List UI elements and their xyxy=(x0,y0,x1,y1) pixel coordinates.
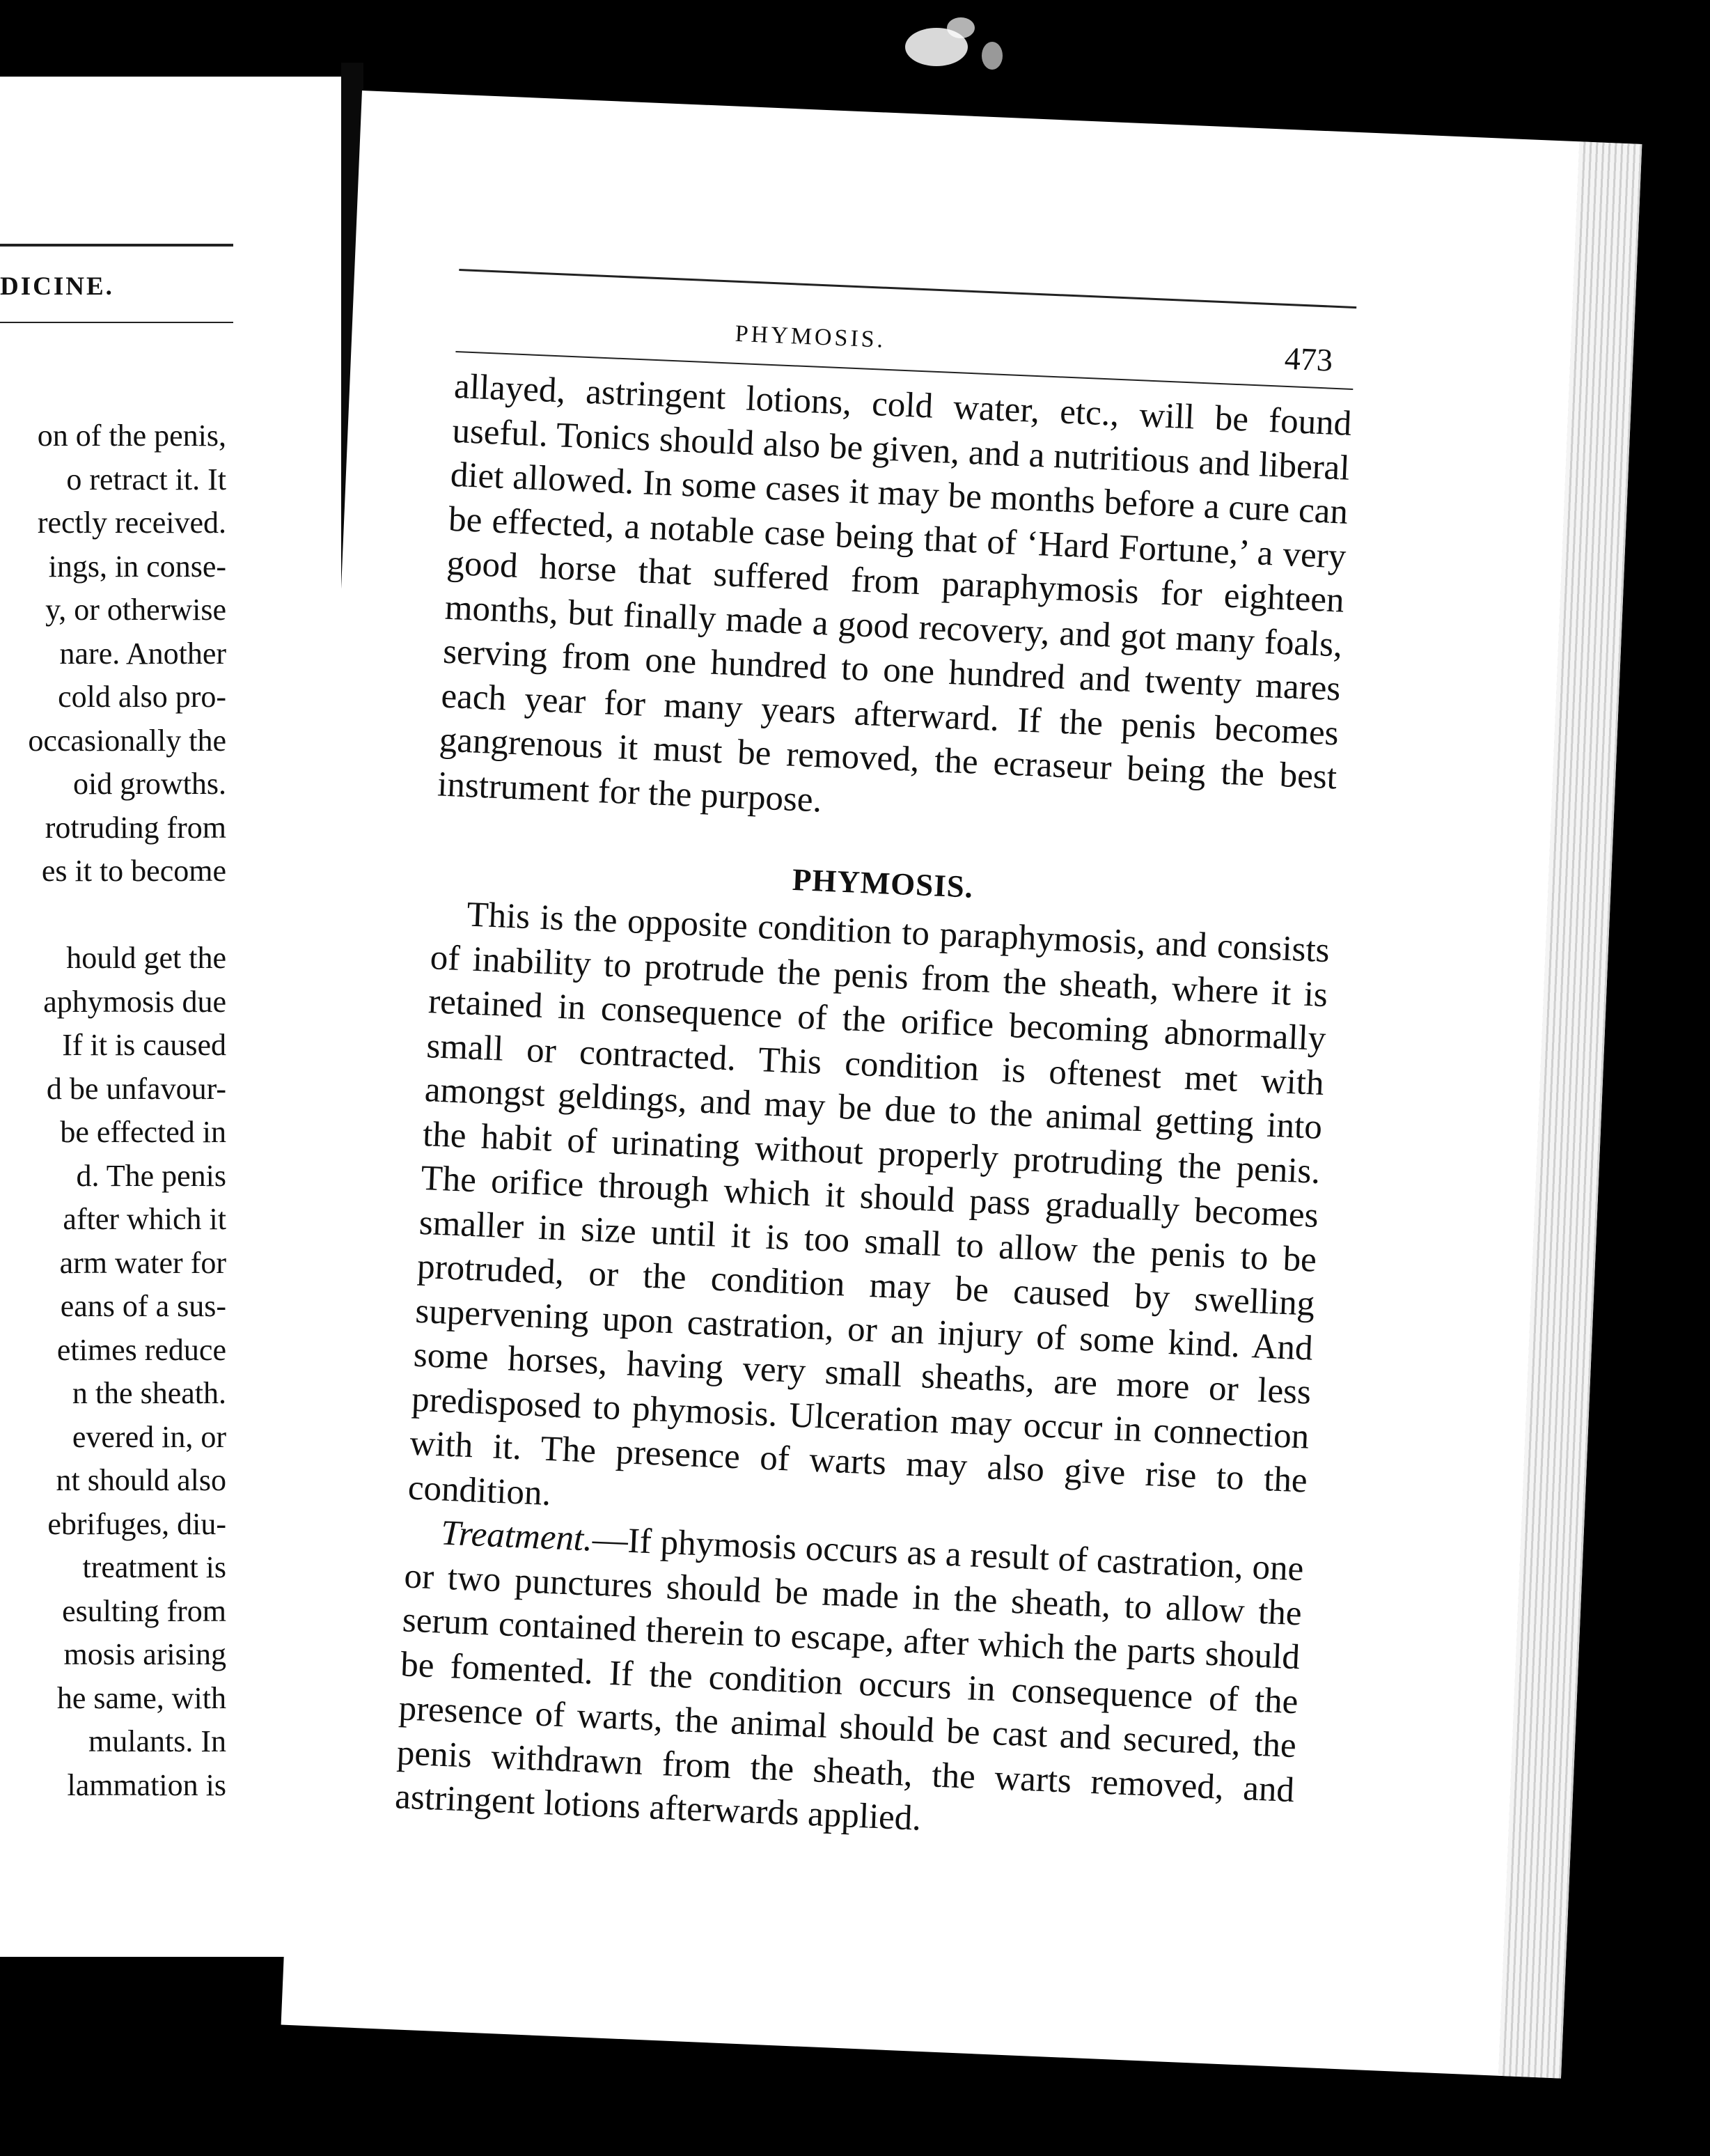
left-page-line: arm water for xyxy=(59,1245,226,1280)
left-page-line: occasionally the xyxy=(28,723,226,758)
left-page-line: etimes reduce xyxy=(56,1332,226,1367)
treatment-text: —If phymosis occurs as a result of castration, one or two punctures should be made in the sheath, to allow the serum contained therein to escape, after which the parts should be fomented. If the condition occurs in consequence of the presence of warts, the animal should be cast and secured, the penis withdrawn from the sheath, the warts removed, and astringent lotions afterwards applied. xyxy=(394,1520,1305,1838)
left-running-head: DICINE. xyxy=(0,272,114,301)
left-page-line: If it is caused xyxy=(62,1028,226,1062)
left-page-line: aphymosis due xyxy=(43,984,226,1019)
left-page-line: nt should also xyxy=(56,1463,226,1497)
left-page-line: eans of a sus- xyxy=(60,1289,226,1323)
left-page-line: evered in, or xyxy=(72,1419,226,1454)
treatment-label: Treatment. xyxy=(440,1513,594,1559)
scan-speck xyxy=(947,17,975,38)
left-header-rule-bottom xyxy=(0,322,233,323)
left-page-line: ings, in conse- xyxy=(48,549,226,584)
left-page-line: n the sheath. xyxy=(72,1376,226,1410)
continued-paragraph: allayed, astringent lotions, cold water, etc., will be found useful. Tonics should also be given, and a nutritious and liberal diet allowed. In some cases it may be months before a cure can be effected, a notable case being that of ‘Hard Fortune,’ a very good horse that suffered from paraphymosis for eighteen months, but finally made a good recovery, and got many foals, serving from one hundred to one hundred and twenty mares each year for many years afterward. If the penis becomes gangrenous it must be removed, the ecraseur being the best instrument for the purpose. xyxy=(437,366,1353,820)
left-page-line: he same, with xyxy=(56,1680,226,1715)
body-text xyxy=(394,365,1352,1857)
scan-speck xyxy=(982,42,1003,70)
left-page-line: cold also pro- xyxy=(58,680,226,714)
left-page-line: lammation is xyxy=(67,1767,226,1802)
left-page-line: ebrifuges, diu- xyxy=(47,1506,226,1541)
left-page-line: mosis arising xyxy=(63,1637,226,1671)
left-page-line: es it to become xyxy=(41,854,226,888)
left-page-line: rotruding from xyxy=(45,810,226,845)
left-page-line: esulting from xyxy=(62,1593,226,1628)
left-page-text xyxy=(0,414,226,1807)
left-page-line: y, or otherwise xyxy=(45,593,226,627)
left-page-line: d. The penis xyxy=(76,1158,226,1193)
left-page-line: be effected in xyxy=(60,1115,226,1149)
left-page-line: mulants. In xyxy=(88,1724,226,1758)
left-page-line: d be unfavour- xyxy=(46,1071,226,1106)
header-rule-top xyxy=(459,269,1356,308)
left-page-line: nare. Another xyxy=(59,636,226,671)
left-page-line: after which it xyxy=(63,1202,226,1236)
page-number: 473 xyxy=(1284,340,1334,378)
paragraph-treatment xyxy=(394,1510,1304,1857)
paragraph-phymosis: This is the opposite condition to paraphymosis, and consists of inability to protrude the penis from the sheath, where it is retained in consequence of the orifice becoming abnormally small or contracted. This condition is oftenest met with amongst geldings, and may be due to the animal getting into the habit of urinating without properly protruding the penis. The orifice through which it should pass gradually becomes smaller in size until it is too small to allow the penis to be protruded, or the condition may be caused by swelling supervening upon castration, or an injury of some kind. And some horses, having very small sheaths, are more or less predisposed to phymosis. Ulceration may occur in connection with it. The presence of warts may also give rise to the condition. xyxy=(407,895,1331,1513)
right-page xyxy=(281,91,1642,2079)
page-edges xyxy=(1498,141,1642,2078)
left-page-line: hould get the xyxy=(66,941,226,975)
left-page-line: o retract it. It xyxy=(66,462,226,497)
section-heading: PHYMOSIS. xyxy=(791,861,975,905)
left-page-line: rectly received. xyxy=(37,506,226,540)
left-page-line xyxy=(0,893,226,937)
running-head: PHYMOSIS. xyxy=(735,320,886,353)
left-header-rule-top xyxy=(0,244,233,247)
left-page-line: oid growths. xyxy=(73,767,226,801)
left-page-line: on of the penis, xyxy=(37,419,226,453)
left-page-line: treatment is xyxy=(82,1550,226,1584)
